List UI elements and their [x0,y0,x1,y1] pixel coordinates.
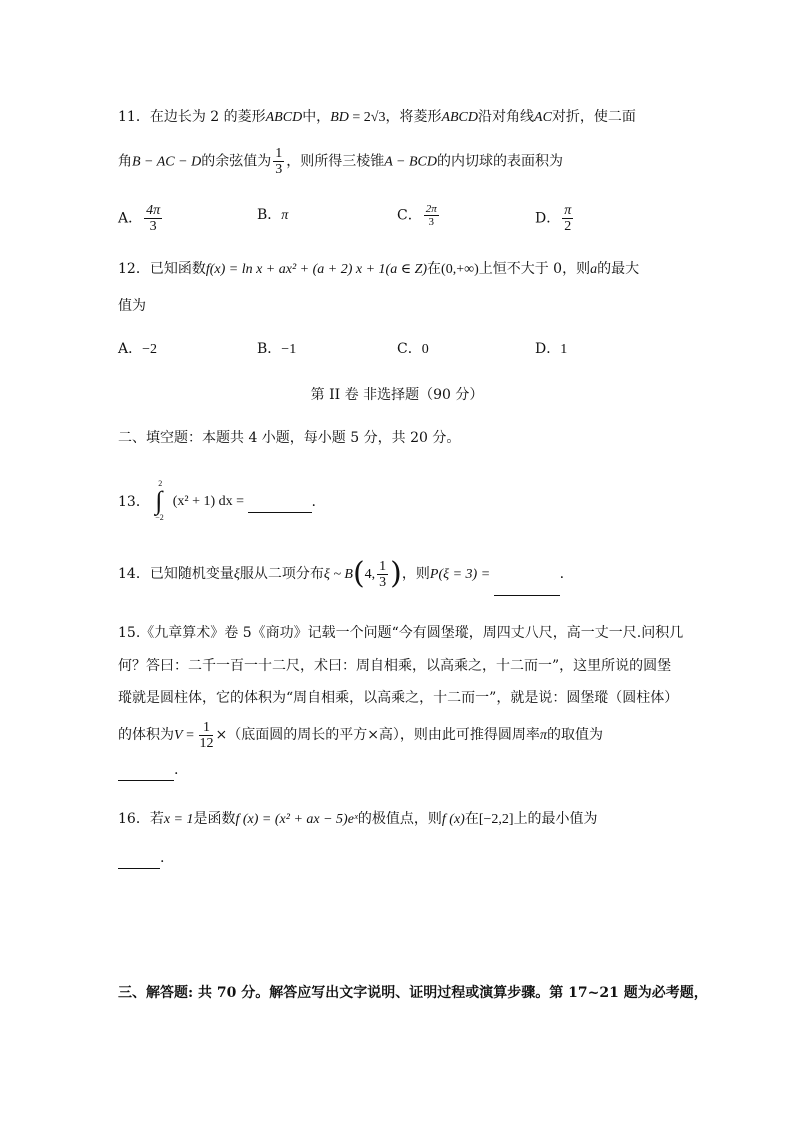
q15-answer: . [118,760,178,781]
q13-answer-blank[interactable] [248,492,312,513]
q11-option-a[interactable]: A． $\frac{4\pi}{3}$ [118,203,161,234]
q13: 13． 2 ∫ −2 (x² + 1) dx = . [118,479,316,522]
q11-line1: 11．在边长为 2 的菱形ABCD中，BD = 2√3，将菱形ABCD沿对角线AC对折，使二面 [118,109,636,125]
q11-option-b[interactable]: B．π [257,207,289,223]
q16-answer: . [118,848,164,869]
q12-line2: 值为 [118,298,146,314]
q14-answer-blank[interactable] [494,553,560,596]
q12-option-c[interactable]: C．0 [397,341,429,357]
integral-sign: 2 ∫ −2 [155,479,164,522]
q11-line2: 角B − AC − D的余弦值为 $\frac{1}{3}$ ，则所得三棱锥A − BCD的内切球的表面积为 [118,146,563,177]
q15-line1: 15.《九章算术》卷 5《商功》记载一个问题“今有圆堡瑽，周四丈八尺，高一丈一尺.问积几 [118,625,684,641]
q15-line4: 的体积为V = $\frac{1}{12}$ ×（底面圆的周长的平方×高），则由此可推得圆周率π的取值为 [118,719,603,751]
q14: 14．已知随机变量ξ服从二项分布ξ ~ B(4, $\frac{1}{3}$ )，则P(ξ = 3) = . [118,553,564,595]
q12-option-b[interactable]: B．−1 [257,341,297,357]
q15-line2: 何？答曰：二千一百一十二尺，术曰：周自相乘，以高乘之，十二而一”，这里所说的圆堡 [118,658,672,674]
q11-option-c[interactable]: C． $\frac{2\pi}{3}$ [397,203,437,228]
q12-line1: 12．已知函数f(x) = ln x + ax² + (a + 2) x + 1(a ∈ Z)在(0,+∞)上恒不大于 0，则a的最大 [118,261,640,277]
section2-intro: 二、填空题：本题共 4 小题，每小题 5 分，共 20 分。 [118,430,461,446]
q11-option-d[interactable]: D． $\frac{\pi}{2}$ [535,203,572,234]
section3-intro: 三、解答题: 共 70 分。解答应写出文字说明、证明过程或演算步骤。第 17~21 题为必考题， [118,985,708,1001]
q12-option-a[interactable]: A．−2 [118,341,158,357]
q16-answer-blank[interactable] [118,848,160,869]
q15-answer-blank[interactable] [118,760,174,781]
q12-option-d[interactable]: D．1 [535,341,568,357]
cosine-fraction: $\frac{1}{3}$ [275,146,283,177]
q15-line3: 瑽就是圆柱体，它的体积为“周自相乘，以高乘之，十二而一”，就是说：圆堡瑽（圆柱体） [118,690,679,706]
q16-line1: 16．若x = 1是函数f (x) = (x² + ax − 5)eˣ的极值点，则f (x)在[−2,2]上的最小值为 [118,811,598,827]
section2-title: 第 II 卷 非选择题（90 分） [310,387,484,403]
